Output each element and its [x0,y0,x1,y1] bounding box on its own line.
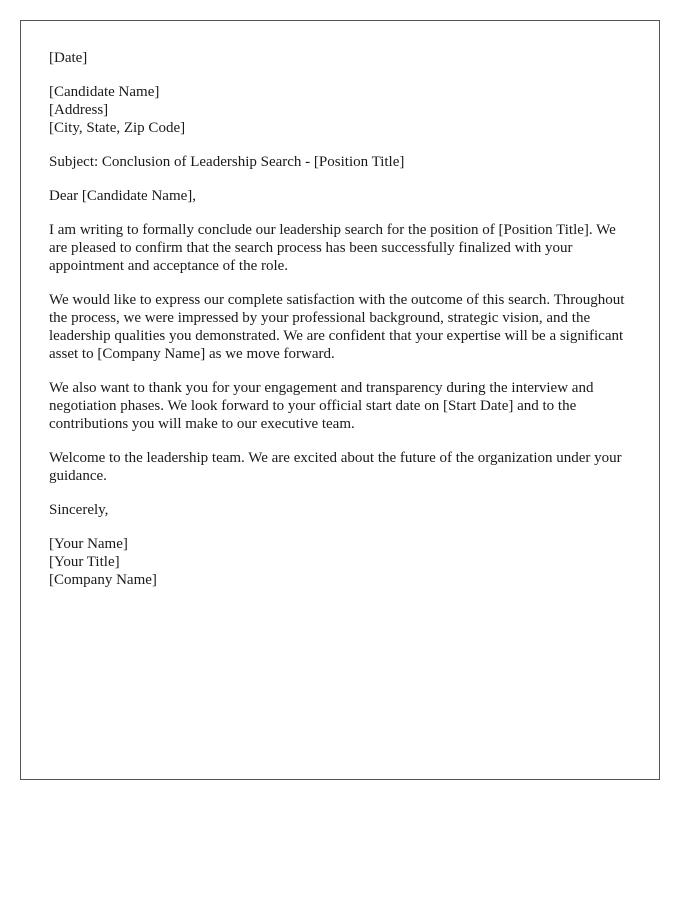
body-paragraph-3: We also want to thank you for your engagement and transparency during the interview and negotiation phases. We look forward to your official start date on [Start Date] and to the contributions you will make to our executive team. [49,380,594,432]
letter-date: [Date] [49,50,88,66]
body-paragraph-4: Welcome to the leadership team. We are excited about the future of the organization under your guidance. [49,450,622,484]
salutation-block [49,187,631,205]
recipient-city-state-zip: [City, State, Zip Code] [49,120,186,136]
signature-company: [Company Name] [49,572,157,588]
signature-title: [Your Title] [49,554,120,570]
subject-block [49,153,631,171]
body-paragraph-1: I am writing to formally conclude our leadership search for the position of [Position Title]. We are pleased to confirm that the search process has been successfully finalized with your appointment and acceptance of the role. [49,222,616,274]
recipient-address-block [49,83,631,137]
letter-subject: Subject: Conclusion of Leadership Search - [Position Title] [49,154,405,170]
signature-block [49,535,631,589]
signature-name: [Your Name] [49,536,128,552]
closing-block [49,501,631,519]
letter-closing: Sincerely, [49,502,109,518]
letter-salutation: Dear [Candidate Name], [49,188,197,204]
date-line [49,49,631,67]
recipient-name: [Candidate Name] [49,84,160,100]
recipient-address: [Address] [49,102,109,118]
body-paragraph-2: We would like to express our complete satisfaction with the outcome of this search. Throughout the process, we were impressed by your professional background, strategic vision, and the leadership qualities you demonstrated. We are confident that your expertise will be a significant asset to [Company Name] as we move forward. [49,292,625,362]
letter-page [20,20,660,780]
